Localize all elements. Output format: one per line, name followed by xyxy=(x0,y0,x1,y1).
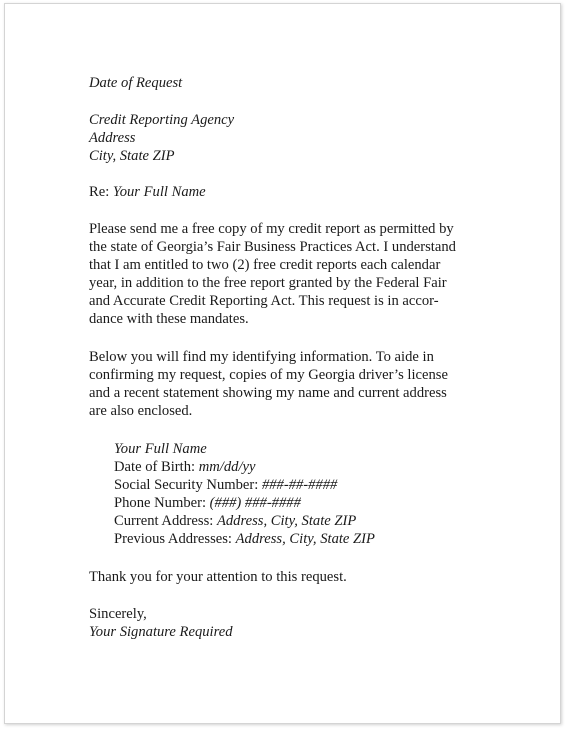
info-current-address xyxy=(114,512,356,530)
info-date-of-birth xyxy=(114,458,255,476)
re-line xyxy=(89,183,206,201)
recipient-address: Address xyxy=(89,130,136,146)
dob-value: mm/dd/yy xyxy=(198,459,256,475)
paragraph2-line: and a recent statement showing my name and current address xyxy=(89,385,447,401)
paragraph1-line: year, in addition to the free report granted by the Federal Fair xyxy=(89,275,447,291)
re-value: Your Full Name xyxy=(112,184,206,200)
paragraph1-line: Please send me a free copy of my credit report as permitted by xyxy=(89,221,454,237)
phone-value: (###) ###-#### xyxy=(209,495,301,511)
phone-label: Phone Number: xyxy=(114,495,210,511)
paragraph1-line: the state of Georgia’s Fair Business Practices Act. I understand xyxy=(89,239,456,255)
current-address-value: Address, City, State ZIP xyxy=(216,513,357,529)
previous-addresses-label: Previous Addresses: xyxy=(114,531,236,547)
dob-label: Date of Birth: xyxy=(114,459,199,475)
recipient-city-state-zip: City, State ZIP xyxy=(89,148,175,164)
paragraph1-line: dance with these mandates. xyxy=(89,311,249,327)
paragraph1-line: and Accurate Credit Reporting Act. This request is in accor- xyxy=(89,293,439,309)
paragraph2-line: confirming my request, copies of my Georgia driver’s license xyxy=(89,367,448,383)
closing: Sincerely, xyxy=(89,606,147,622)
paragraph2-line: Below you will find my identifying information. To aide in xyxy=(89,349,434,365)
recipient-agency: Credit Reporting Agency xyxy=(89,112,235,128)
ssn-label: Social Security Number: xyxy=(114,477,262,493)
info-previous-addresses xyxy=(114,530,375,548)
date-of-request: Date of Request xyxy=(89,75,183,91)
info-ssn xyxy=(114,476,337,494)
current-address-label: Current Address: xyxy=(114,513,217,529)
info-phone xyxy=(114,494,301,512)
re-label: Re: xyxy=(89,184,113,200)
signature-placeholder: Your Signature Required xyxy=(89,624,233,640)
info-full-name: Your Full Name xyxy=(114,441,207,457)
paragraph1-line: that I am entitled to two (2) free credit reports each calendar xyxy=(89,257,441,273)
previous-addresses-value: Address, City, State ZIP xyxy=(235,531,375,547)
ssn-value: ###-##-#### xyxy=(261,477,338,493)
paragraph2-line: are also enclosed. xyxy=(89,403,193,419)
thank-you-line: Thank you for your attention to this request. xyxy=(89,569,347,585)
letter-page xyxy=(4,3,561,724)
